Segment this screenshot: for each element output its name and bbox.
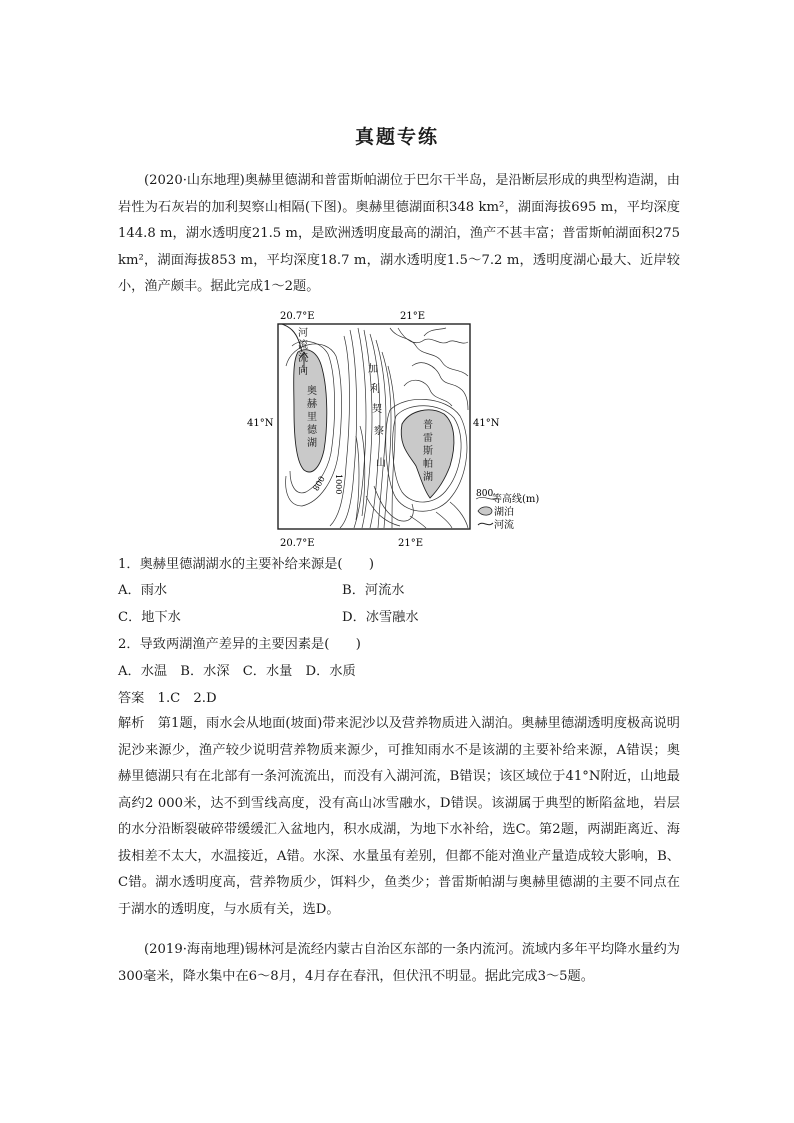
analysis-paragraph: 解析 第1题，雨水会从地面(坡面)带来泥沙以及营养物质进入湖泊。奥赫里德湖透明度极高说明泥沙来源少，渔产较少说明营养物质来源少，可推知雨水不是该湖的主要补给来源，A错误；奥赫里德湖只有在北部有一条河流流出，而没有入湖河流，B错误；该区域位于41°N附近，山地最高约2 000米，达不到雪线高度，没有高山冰雪融水，D错误。该湖属于典型的断陷盆地，岩层的水分沿断裂破碎带缓缓汇入盆地内，积水成湖，为地下水补给，选C。第2题，两湖距离近、海拔相差不太大，水温接近，A错。水深、水量虽有差别，但都不能对渔业产量造成较大影响，B、C错。湖水透明度高，营养物质少，饵料少，鱼类少；普雷斯帕湖与奥赫里德湖的主要不同点在于湖水的透明度，与水质有关，选D。 [118,716,680,917]
legend-contour-value: 800 [476,489,494,499]
svg-text:加: 加 [368,364,378,375]
svg-text:山: 山 [376,458,386,469]
q1-option-a: A．雨水 [118,583,168,598]
answer-line: 答案 1.C 2.D [118,691,217,706]
svg-text:流: 流 [298,353,308,364]
lat-right: 41°N [473,418,500,429]
svg-text:德: 德 [307,425,317,436]
svg-text:赫: 赫 [307,399,317,410]
svg-text:利: 利 [370,384,380,395]
intro-paragraph-2: (2019·海南地理)锡林河是流经内蒙古自治区东部的一条内流河。流域内多年平均降水量约为300毫米，降水集中在6～8月，4月存在春汛，但伏汛不明显。据此完成3～5题。 [118,942,680,984]
svg-text:普: 普 [423,420,433,431]
svg-text:斯: 斯 [423,446,433,457]
lon-left-bottom: 20.7°E [280,538,315,549]
legend-river: 河流 [494,520,514,531]
lake-ohrid-label [307,384,318,449]
map-legend [476,489,539,531]
svg-text:湖: 湖 [307,438,317,449]
svg-text:雷: 雷 [423,433,433,444]
lat-left: 41°N [247,418,274,429]
contour-label-800: 800 [311,474,327,493]
page-title: 真题专练 [354,126,439,148]
lon-right-bottom: 21°E [398,538,424,549]
svg-text:河: 河 [298,328,308,339]
svg-text:向: 向 [298,366,308,377]
q1-option-b: B．河流水 [342,583,405,598]
intro-paragraph: (2020·山东地理)奥赫里德湖和普雷斯帕湖位于巴尔干半岛，是沿断层形成的典型构造湖，由岩性为石灰岩的加利契察山相隔(下图)。奥赫里德湖面积348 km²，湖面海拔695 m，平均深度144.8 m，湖水透明度21.5 m，是欧洲透明度最高的湖泊，渔产不甚丰富；普雷斯帕湖面积275 km²，湖面海拔853 m，平均深度18.7 m，湖水透明度1.5～7.2 m，透明度湖心最大、近岸较小，渔产颇丰。据此完成1～2题。 [118,173,680,294]
svg-text:湖: 湖 [423,472,433,483]
svg-text:流: 流 [298,340,308,351]
legend-lake-symbol [478,507,492,515]
lon-right-top: 21°E [400,311,426,322]
question-1-stem: 1．奥赫里德湖湖水的主要补给来源是( ) [118,557,375,572]
lake-prespa-label [423,418,433,483]
lon-left-top: 20.7°E [280,311,315,322]
svg-text:里: 里 [307,412,317,423]
svg-text:契: 契 [372,404,382,415]
svg-text:奥: 奥 [307,386,317,397]
q2-options: A．水温 B．水深 C．水量 D．水质 [118,664,356,679]
q1-option-c: C．地下水 [118,610,181,625]
svg-text:帕: 帕 [423,459,433,470]
question-2-stem: 2．导致两湖渔产差异的主要因素是( ) [118,637,361,652]
svg-text:察: 察 [374,426,384,437]
contour-map [240,306,560,554]
legend-river-symbol [478,523,493,525]
contour-label-1000: 1000 [334,474,343,495]
legend-lake: 湖泊 [494,507,514,518]
q1-option-d: D．冰雪融水 [342,610,419,625]
legend-contour: 等高线(m) [492,494,540,505]
